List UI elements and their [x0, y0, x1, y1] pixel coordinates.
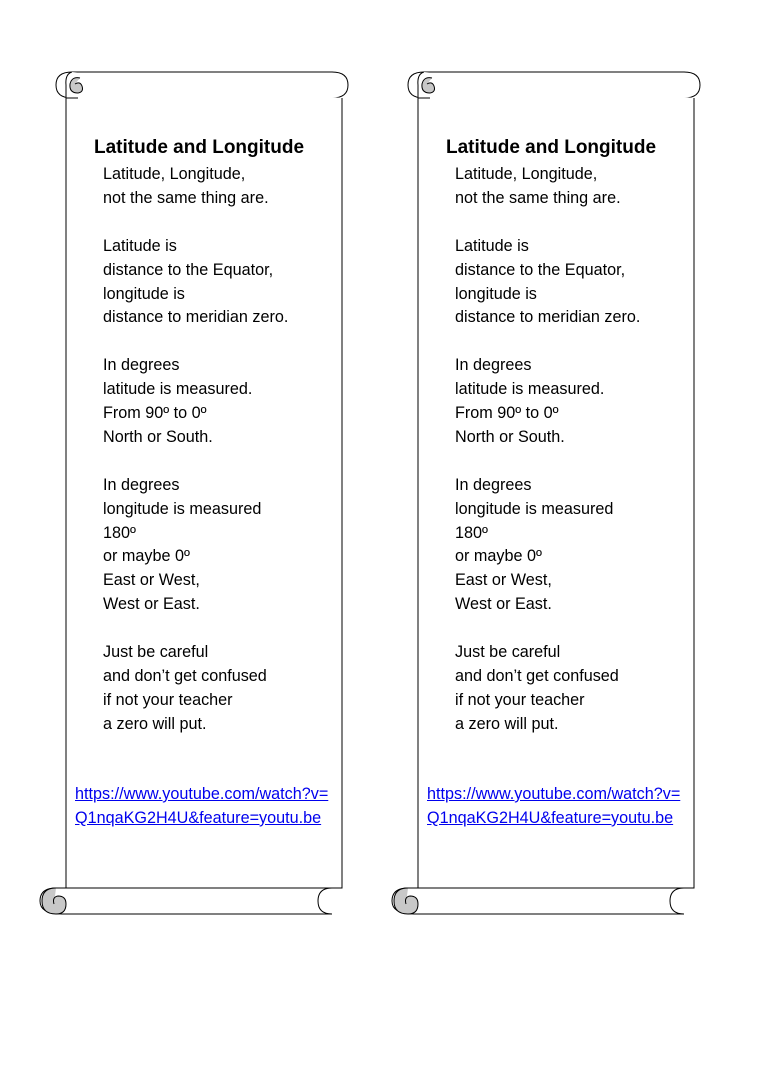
poem-line: 180º	[103, 523, 136, 542]
poem-line: if not your teacher	[455, 690, 585, 709]
poem-line: if not your teacher	[103, 690, 233, 709]
poem-line: North or South.	[103, 427, 213, 446]
poem-line: longitude is measured	[103, 499, 262, 518]
stanza	[103, 235, 288, 331]
poem-line: longitude is measured	[455, 499, 614, 518]
poem-line: latitude is measured.	[103, 380, 253, 399]
poem-line: longitude is	[103, 284, 185, 303]
poem-line: longitude is	[455, 284, 537, 303]
stanza	[103, 354, 288, 450]
poem-line: distance to the Equator,	[455, 260, 626, 279]
scroll-bottom-roll	[40, 888, 332, 914]
video-link[interactable]: https://www.youtube.com/watch?v=Q1nqaKG2H4U&feature=youtu.be	[75, 785, 329, 827]
video-link[interactable]: https://www.youtube.com/watch?v=Q1nqaKG2H4U&feature=youtu.be	[427, 785, 681, 827]
poem-line: From 90º to 0º	[103, 404, 207, 423]
poem-line: Latitude is	[455, 236, 529, 255]
poem-line: East or West,	[103, 571, 200, 590]
poem-line: In degrees	[103, 475, 180, 494]
poem-line: a zero will put.	[103, 714, 207, 733]
bookmark-scroll-2	[384, 62, 704, 922]
poem-line: distance to meridian zero.	[103, 308, 289, 327]
poem-line: a zero will put.	[455, 714, 559, 733]
poem-line: Latitude is	[103, 236, 177, 255]
poem-line: distance to meridian zero.	[455, 308, 641, 327]
poem-line: From 90º to 0º	[455, 404, 559, 423]
poem-line: or maybe 0º	[103, 547, 190, 566]
poem-line: Just be careful	[455, 643, 561, 662]
poem-line: Latitude, Longitude,	[455, 165, 598, 183]
poem	[103, 163, 288, 761]
poem-line: Just be careful	[103, 643, 209, 662]
poem-line: distance to the Equator,	[103, 260, 274, 279]
stanza	[455, 235, 640, 331]
poem-line: West or East.	[103, 595, 200, 614]
poem-line: In degrees	[103, 356, 180, 375]
stanza	[103, 163, 288, 211]
poem-line: West or East.	[455, 595, 552, 614]
bookmark-title: Latitude and Longitude	[94, 137, 305, 158]
stanza	[455, 354, 640, 450]
stanza	[103, 474, 288, 617]
stanza	[455, 641, 640, 737]
poem-line: or maybe 0º	[455, 547, 542, 566]
stanza	[455, 163, 640, 211]
stanza	[103, 641, 288, 737]
poem-line: North or South.	[455, 427, 565, 446]
scroll-bottom-roll	[392, 888, 684, 914]
poem-line: In degrees	[455, 475, 532, 494]
bookmark-title: Latitude and Longitude	[446, 137, 657, 158]
poem-line: and don’t get confused	[103, 666, 267, 685]
poem	[455, 163, 640, 761]
poem-line: In degrees	[455, 356, 532, 375]
bookmark-scroll-1	[32, 62, 352, 922]
poem-line: and don’t get confused	[455, 666, 619, 685]
poem-line: latitude is measured.	[455, 380, 605, 399]
poem-line: Latitude, Longitude,	[103, 165, 246, 183]
poem-line: not the same thing are.	[103, 188, 269, 207]
poem-line: not the same thing are.	[455, 188, 621, 207]
poem-line: East or West,	[455, 571, 552, 590]
poem-line: 180º	[455, 523, 488, 542]
stanza	[455, 474, 640, 617]
